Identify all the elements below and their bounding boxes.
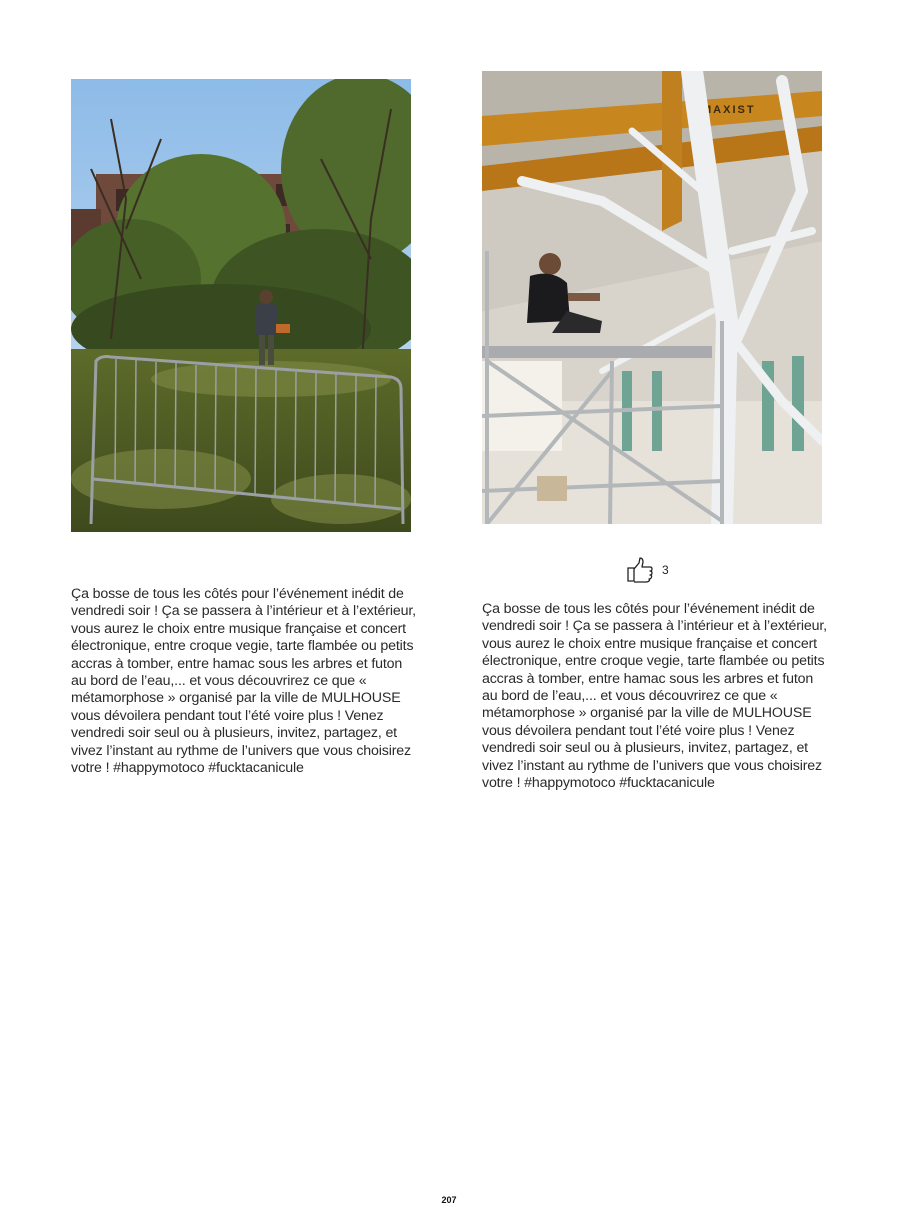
like-counter[interactable] [626, 556, 669, 584]
caption-text: Ça bosse de tous les côtés pour l’événement inédit de vendredi soir ! Ça se passera à l’intérieur et à l’extérieur, vous aurez le choix entre musique française et concert électronique, entre croque vegie, tarte flambée ou petits accras à tomber, entre hamac sous les arbres et futon au bord de l’eau,... et vous découvrirez ce que « métamorphose » organisé par la ville de MULHOUSE vous dévoilera pendant tout l’été voire plus ! Venez vendredi soir seul ou à plusieurs, invitez, partagez, et vivez l’instant au rythme de l’univers que vous choisirez votre ! #happymotoco #fucktacanicule [71, 586, 416, 777]
caption-text: Ça bosse de tous les côtés pour l’événement inédit de vendredi soir ! Ça se passera à l’intérieur et à l’extérieur, vous aurez le choix entre musique française et concert électronique, entre croque vegie, tarte flambée ou petits accras à tomber, entre hamac sous les arbres et futon au bord de l’eau,... et vous découvrirez ce que « métamorphose » organisé par la ville de MULHOUSE vous dévoilera pendant tout l’été voire plus ! Venez vendredi soir seul ou à plusieurs, invitez, partagez, et vivez l’instant au rythme de l’univers que vous choisirez votre ! #happymotoco #fucktacanicule [482, 601, 827, 792]
maxist-sign: MAXIST [702, 104, 756, 116]
like-count: 3 [662, 563, 669, 577]
garden-photo-image [71, 79, 411, 532]
post-caption-right [482, 601, 827, 792]
scaffold-photo [482, 71, 822, 524]
page-number: 207 [441, 1195, 457, 1205]
garden-photo [71, 79, 411, 532]
post-caption-left [71, 586, 416, 777]
scaffold-photo-image [482, 71, 822, 524]
thumbs-up-icon [626, 557, 654, 583]
